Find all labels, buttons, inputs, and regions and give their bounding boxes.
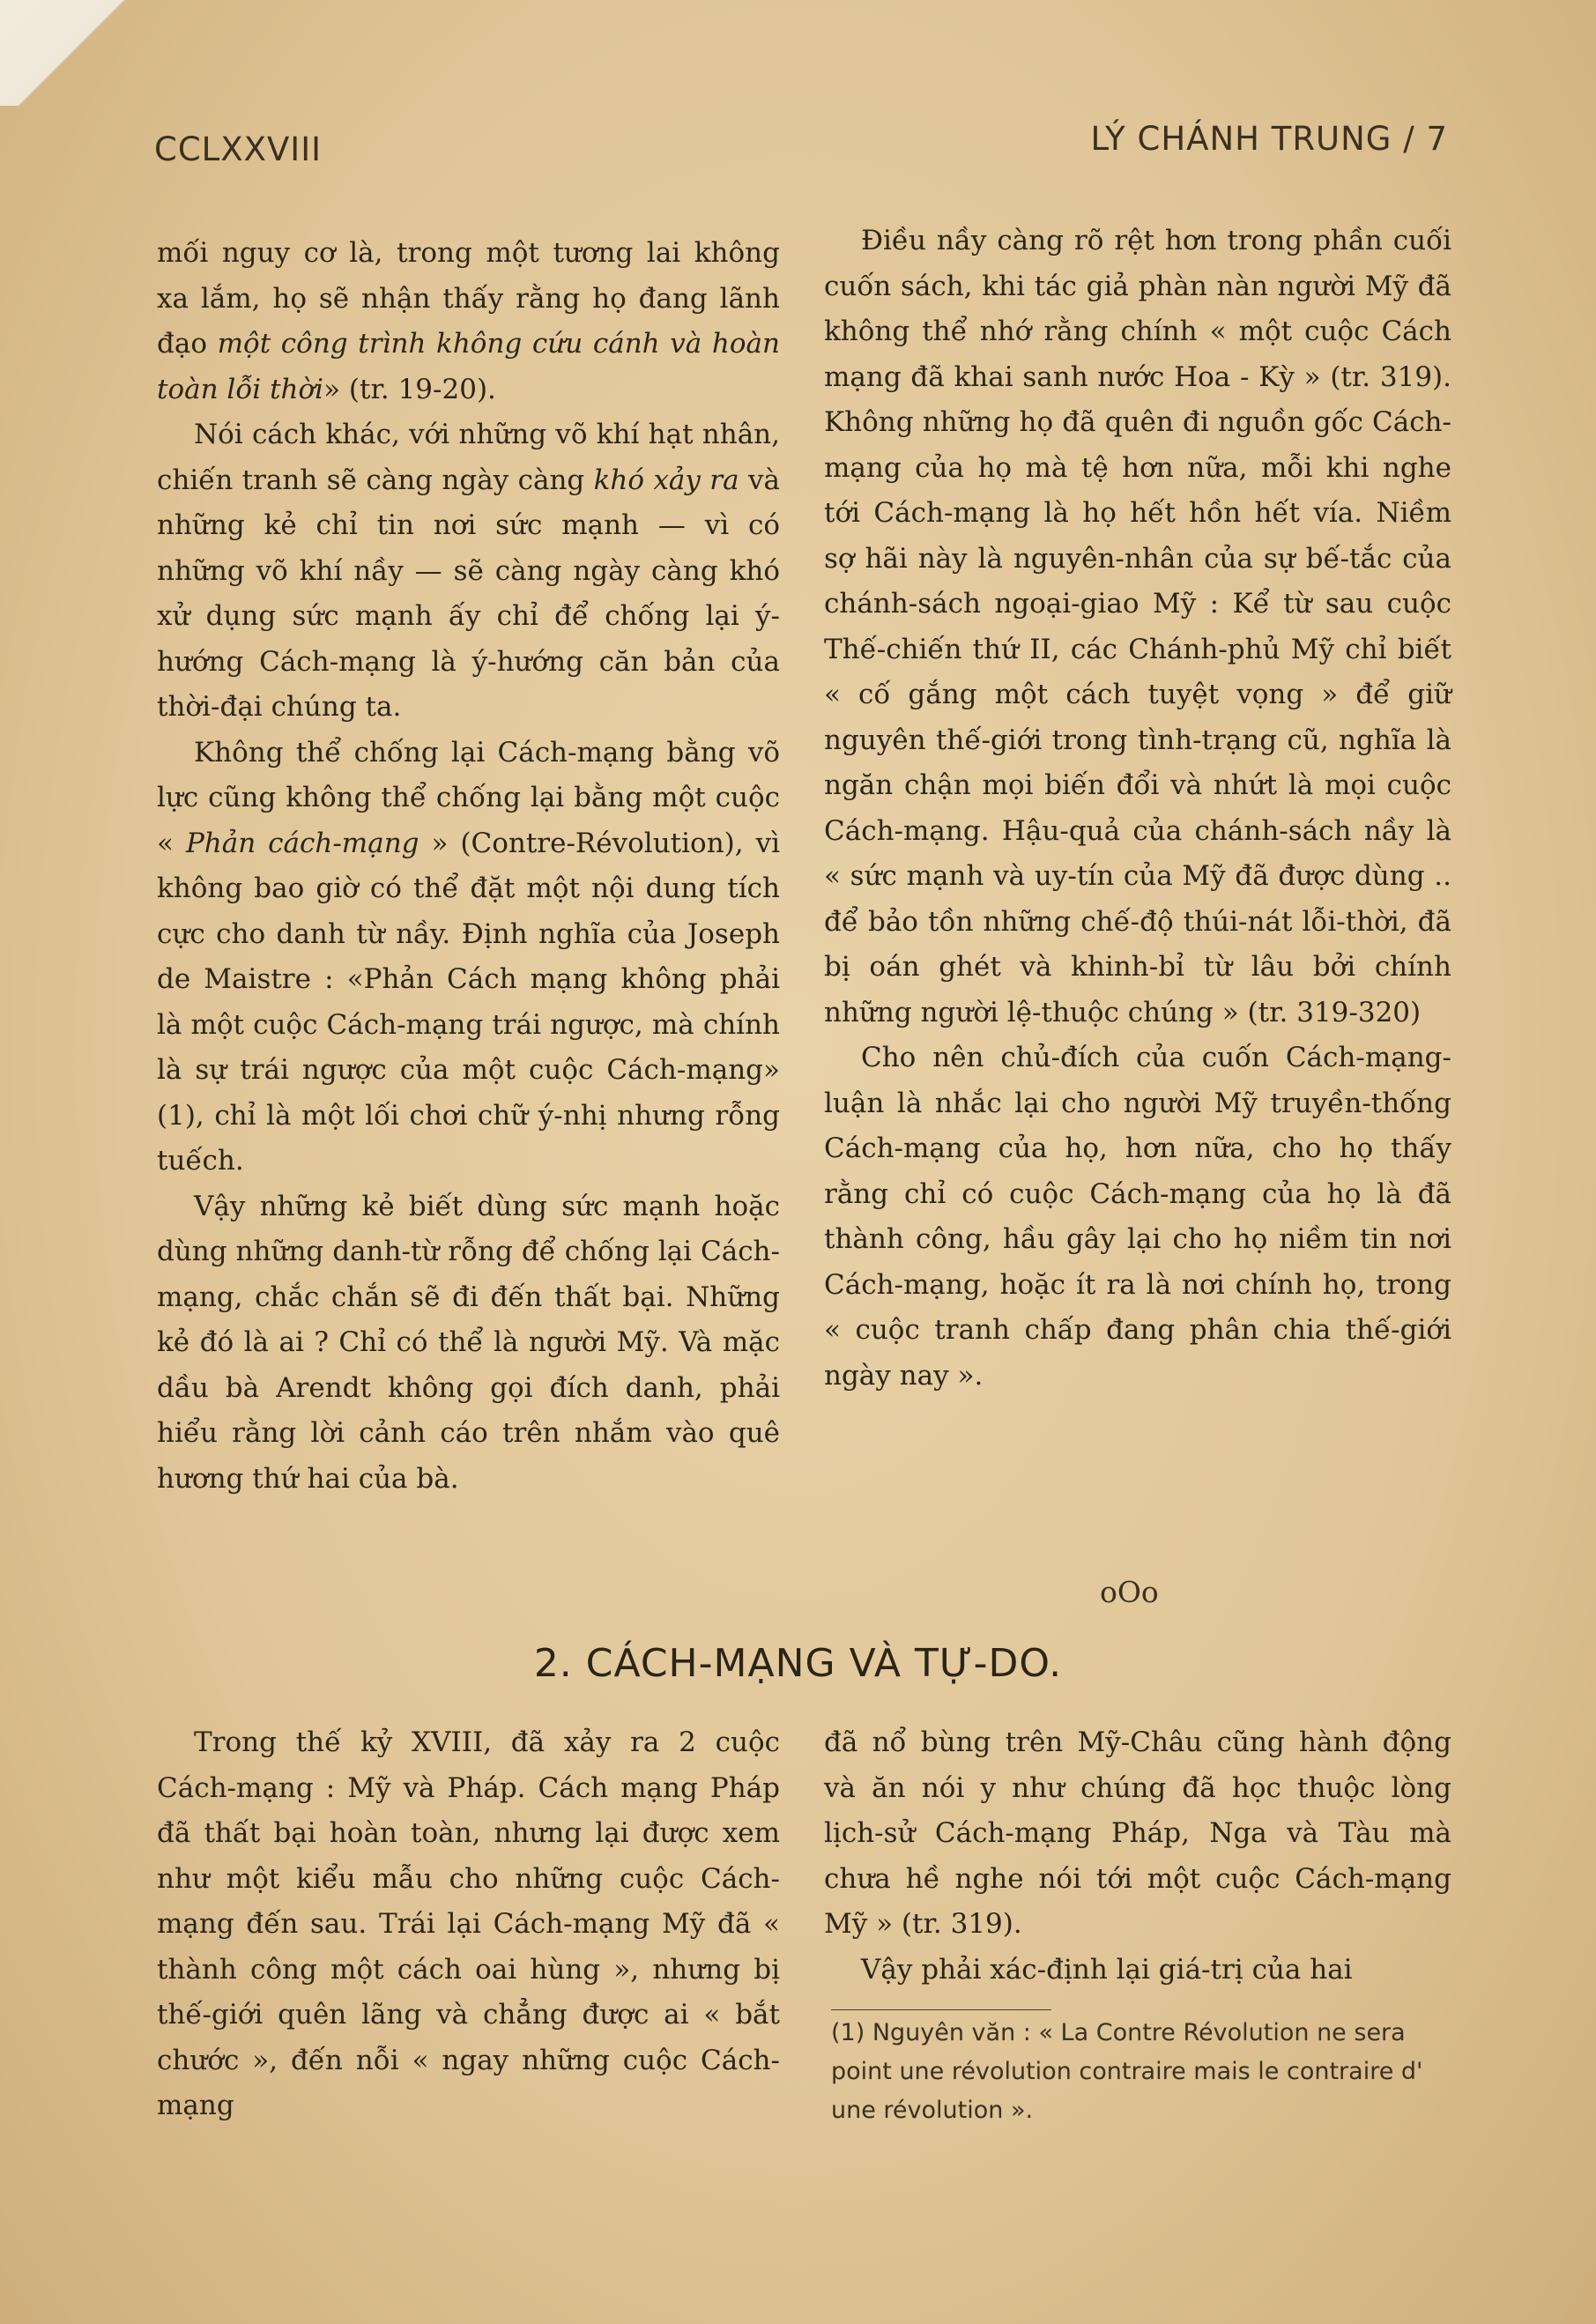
column-bottom-right — [824, 1720, 1451, 1993]
column-top-right — [824, 219, 1451, 1399]
text: và những kẻ chỉ tin nơi sức mạnh — vì có những võ khí nầy — sẽ càng ngày càng khó xử dụng sức mạnh ấy chỉ để chống lại ý-hướng Cách-mạng là ý-hướng căn bản của thời-đại chúng ta. — [157, 464, 780, 723]
italic-quote: một công trình không cứu cánh và hoàn toàn lỗi thời — [157, 328, 781, 405]
text: » (tr. 19-20). — [323, 373, 496, 405]
text: Nói cách khác, với những võ khí hạt nhân, chiến tranh sẽ càng ngày càng — [157, 419, 780, 496]
paragraph — [157, 412, 780, 731]
paragraph: Trong thế kỷ XVIII, đã xảy ra 2 cuộc Cách-mạng : Mỹ và Pháp. Cách mạng Pháp đã thất bại hoàn toàn, nhưng lại được xem như một kiểu mẫu cho những cuộc Cách-mạng đến sau. Trái lại Cách-mạng Mỹ đã « thành công một cách oai hùng », nhưng bị thế-giới quên lãng và chẳng được ai « bắt chước », đến nỗi « ngay những cuộc Cách-mạng — [157, 1726, 780, 2121]
paragraph: Điều nầy càng rõ rệt hơn trong phần cuối cuốn sách, khi tác giả phàn nàn người Mỹ đã không thể nhớ rằng chính « một cuộc Cách mạng đã khai sanh nước Hoa - Kỳ » (tr. 319). Không những họ đã quên đi nguồn gốc Cách-mạng của họ mà tệ hơn nữa, mỗi khi nghe tới Cách-mạng là họ hết hồn hết vía. Niềm sợ hãi này là nguyên-nhân của sự bế-tắc của chánh-sách ngoại-giao Mỹ : Kể từ sau cuộc Thế-chiến thứ II, các Chánh-phủ Mỹ chỉ biết « cố gắng một cách tuyệt vọng » để giữ nguyên thế-giới trong tình-trạng cũ, nghĩa là ngăn chận mọi biến đổi và nhứt là mọi cuộc Cách-mạng. Hậu-quả của chánh-sách nầy là « sức mạnh và uy-tín của Mỹ đã được dùng .. để bảo tồn những chế-độ thúi-nát lỗi-thời, đã bị oán ghét và khinh-bỉ từ lâu bởi chính những người lệ-thuộc chúng » (tr. 319-320) — [824, 225, 1451, 1028]
text: Không thể chống lại Cách-mạng bằng võ lực cũng không thể chống lại bằng một cuộc « — [157, 736, 780, 859]
paragraph — [157, 731, 780, 1184]
section-title: 2. CÁCH-MẠNG VÀ TỰ-DO. — [533, 1641, 1063, 1686]
column-top-left — [157, 231, 780, 1502]
paragraph — [157, 231, 780, 412]
footnote: (1) Nguyên văn : « La Contre Révolution ne sera point une révolution contraire mais le contraire d' une révolution ». — [831, 2019, 1423, 2124]
footnote-rule — [831, 2009, 1051, 2010]
text: » (Contre-Révolution), vì không bao giờ có thể đặt một nội dung tích cực cho danh từ nầy. Định nghĩa của Joseph de Maistre : «Phản Cách mạng không phải là một cuộc Cách-mạng trái ngược, mà chính là sự trái ngược của một cuộc Cách-mạng» (1), chỉ là một lối chơi chữ ý-nhị nhưng rỗng tuếch. — [157, 827, 780, 1177]
paragraph: đã nổ bùng trên Mỹ-Châu cũng hành động và ăn nói y như chúng đã học thuộc lòng lịch-sử Cách-mạng Pháp, Nga và Tàu mà chưa hề nghe nói tới một cuộc Cách-mạng Mỹ » (tr. 319). — [824, 1726, 1451, 1940]
italic-phrase: khó xảy ra — [593, 464, 739, 496]
section-separator: oOo — [1100, 1575, 1159, 1609]
italic-term: Phản cách-mạng — [185, 827, 419, 859]
torn-corner — [0, 0, 167, 106]
text: mối nguy cơ là, trong một tương lai không xa lắm, họ sẽ nhận thấy rằng họ đang lãnh đạo — [157, 237, 780, 360]
column-bottom-left — [157, 1720, 780, 2129]
page-number-roman: CCLXXVIII — [154, 130, 323, 168]
running-header: LÝ CHÁNH TRUNG / 7 — [1090, 120, 1448, 158]
paragraph: Vậy những kẻ biết dùng sức mạnh hoặc dùng những danh-từ rỗng để chống lại Cách-mạng, chắc chắn sẽ đi đến thất bại. Những kẻ đó là ai ? Chỉ có thể là người Mỹ. Và mặc dầu bà Arendt không gọi đích danh, phải hiểu rằng lời cảnh cáo trên nhắm vào quê hương thứ hai của bà. — [157, 1190, 780, 1495]
paragraph: Vậy phải xác-định lại giá-trị của hai — [861, 1953, 1353, 1986]
paragraph: Cho nên chủ-đích của cuốn Cách-mạng-luận là nhắc lại cho người Mỹ truyền-thống Cách-mạng của họ, hơn nữa, cho họ thấy rằng chỉ có cuộc Cách-mạng của họ là đã thành công, hầu gây lại cho họ niềm tin nơi Cách-mạng, hoặc ít ra là nơi chính họ, trong « cuộc tranh chấp đang phân chia thế-giới ngày nay ». — [824, 1042, 1451, 1392]
